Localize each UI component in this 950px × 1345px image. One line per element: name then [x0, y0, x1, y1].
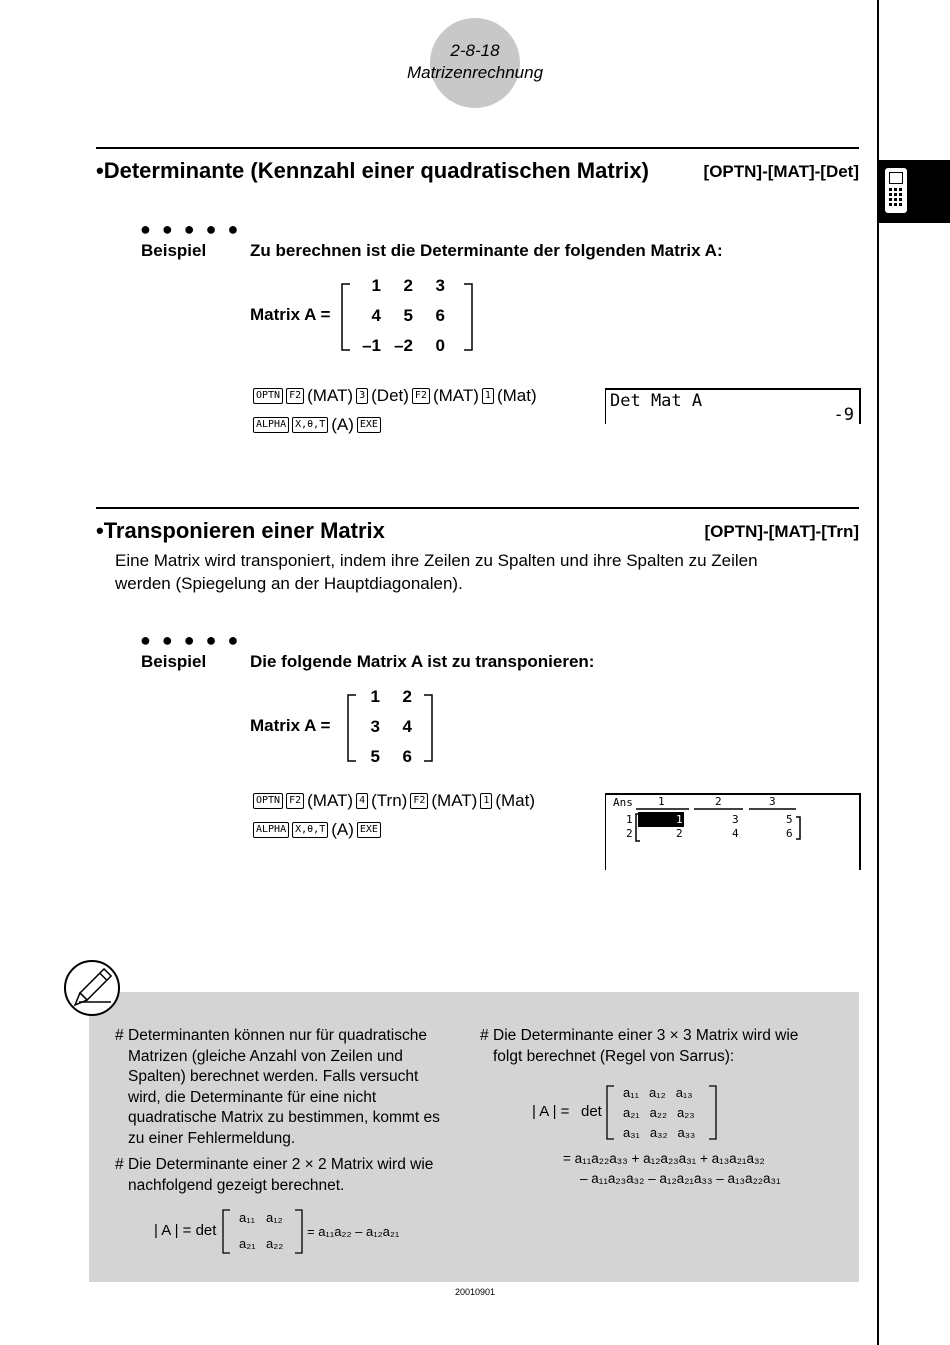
section-title-transpose	[96, 518, 385, 544]
key-description: (MAT)	[431, 791, 478, 810]
det3-label: | A | =	[532, 1103, 570, 1120]
screen-col-header: 3	[769, 795, 776, 808]
example-text: Die folgende Matrix A ist zu transponieren:	[250, 652, 595, 671]
hash: #	[480, 1027, 489, 1044]
note-text: quadratische Matrix zu bestimmen, kommt es	[128, 1109, 440, 1126]
description-line: werden (Spiegelung an der Hauptdiagonalen).	[115, 574, 463, 593]
chapter-tab	[879, 160, 950, 223]
calculator-key: F2	[286, 388, 304, 404]
calculator-key: ALPHA	[253, 417, 289, 433]
calculator-key: F2	[410, 793, 428, 809]
example-label: Beispiel	[141, 652, 207, 671]
key-description: (MAT)	[307, 386, 354, 405]
matrix-label: Matrix A =	[250, 716, 331, 735]
matrix-cell: 6	[435, 306, 445, 325]
m3-cell: a₃₁	[623, 1125, 640, 1140]
sarrus-line: – a₁₁a₂₃a₃₂ – a₁₂a₂₁a₃₃ – a₁₃a₂₂a₃₁	[580, 1171, 781, 1186]
example-dots: ● ● ● ● ●	[140, 219, 242, 239]
det2-result: = a₁₁a₂₂ – a₁₂a₂₁	[307, 1224, 400, 1239]
chapter-title: Matrizenrechnung	[406, 63, 544, 82]
det2-brackets	[219, 1207, 309, 1257]
m3-cell: a₃₃	[677, 1125, 696, 1140]
screen-cell: 2	[676, 827, 683, 840]
example-text: Zu berechnen ist die Determinante der folgenden Matrix A:	[250, 241, 723, 260]
page-number: 2-8-18	[450, 41, 500, 60]
m3-cell: a₃₂	[649, 1125, 668, 1140]
m3-cell: a₂₂	[649, 1105, 667, 1120]
m3-row	[623, 1083, 695, 1103]
note-left-1	[115, 1026, 440, 1149]
screen-row-label: 2	[626, 827, 633, 840]
screen-line: Det Mat A	[610, 391, 703, 411]
screen-cell: 5	[786, 813, 793, 826]
key-description: (A)	[331, 820, 354, 839]
bullet: •	[96, 518, 104, 543]
m3-cell: a₂₃	[677, 1105, 695, 1120]
calculator-key: OPTN	[253, 793, 283, 809]
note-text: Matrizen (gleiche Anzahl von Zeilen und	[128, 1047, 403, 1065]
key-description: (Mat)	[496, 386, 537, 405]
note-line	[115, 1026, 440, 1047]
keystrokes-line1	[253, 791, 535, 811]
section-keys: [OPTN]-[MAT]-[Det]	[703, 162, 859, 181]
screen-col-header: 2	[715, 795, 722, 808]
calculator-key: ALPHA	[253, 822, 289, 838]
note-text: Die Determinante einer 2 × 2 Matrix wird wie	[128, 1156, 434, 1173]
matrix-cell: 4	[402, 717, 412, 736]
key-description: (Mat)	[495, 791, 536, 810]
det2-label: | A | = det	[154, 1222, 217, 1239]
matrix-cell: 5	[403, 306, 413, 325]
key-description: (A)	[331, 415, 354, 434]
calculator-key: OPTN	[253, 388, 283, 404]
calculator-key: 4	[356, 793, 368, 809]
pencil-note-icon	[63, 960, 123, 1020]
example-label: Beispiel	[141, 241, 207, 260]
calculator-key: EXE	[357, 822, 381, 838]
keystrokes-line1	[253, 386, 537, 406]
screen-row-label: 1	[626, 813, 633, 826]
note-text: folgt berechnet (Regel von Sarrus):	[493, 1047, 735, 1065]
matrix-cell: 3	[370, 717, 380, 736]
keystrokes-line2	[253, 820, 381, 840]
description-line: Eine Matrix wird transponiert, indem ihre Zeilen zu Spalten und ihre Spalten zu Zeilen	[115, 551, 758, 570]
key-description: (Trn)	[371, 791, 408, 810]
calculator-key: X,θ,T	[292, 822, 328, 838]
section-title-determinant	[96, 158, 649, 184]
screen-cell: 4	[732, 827, 739, 840]
title-text: Transponieren einer Matrix	[103, 518, 385, 543]
det3-det: det	[581, 1103, 602, 1120]
section-divider	[96, 147, 859, 149]
calculator-key: 3	[356, 388, 368, 404]
calculator-key: X,θ,T	[292, 417, 328, 433]
calculator-key: EXE	[357, 417, 381, 433]
title-text: Determinante (Kennzahl einer quadratischen Matrix)	[103, 158, 649, 183]
note-line	[480, 1026, 798, 1047]
sarrus-line: = a₁₁a₂₂a₃₃ + a₁₂a₂₃a₃₁ + a₁₃a₂₁a₃₂	[563, 1151, 765, 1166]
key-description: (MAT)	[307, 791, 354, 810]
calculator-icon	[879, 160, 950, 223]
m2-cell: a₂₁	[239, 1236, 256, 1251]
matrix-cell: 2	[402, 687, 412, 706]
note-text: Die Determinante einer 3 × 3 Matrix wird wie	[493, 1027, 799, 1044]
matrix-row	[355, 276, 445, 296]
m3-cell: a₁₂	[649, 1085, 666, 1100]
matrix-cell: –2	[394, 336, 413, 355]
note-left-2	[115, 1155, 433, 1196]
screen-ans-label: Ans	[613, 796, 633, 809]
key-description: (MAT)	[432, 386, 479, 405]
note-text: Spalten) berechnet werden. Falls versucht	[128, 1068, 419, 1085]
matrix-row	[354, 747, 412, 767]
keystrokes-line2	[253, 415, 381, 435]
matrix-row	[354, 717, 412, 737]
matrix-cell: 4	[371, 306, 381, 325]
note-right	[480, 1026, 798, 1067]
matrix-row	[355, 306, 445, 326]
calculator-key: 1	[482, 388, 494, 404]
m2-cell: a₁₁	[239, 1210, 256, 1225]
example-dots: ● ● ● ● ●	[140, 630, 242, 650]
matrix-cell: 1	[370, 687, 380, 706]
matrix-cell: 1	[371, 276, 381, 295]
matrix-row	[355, 336, 445, 356]
screen-cell: 6	[786, 827, 793, 840]
matrix-cell: 6	[402, 747, 412, 766]
m3-cell: a₁₃	[675, 1085, 693, 1100]
calculator-key: 1	[480, 793, 492, 809]
m3-cell: a₁₁	[623, 1085, 640, 1100]
screen-cell: 3	[732, 813, 739, 826]
hash: #	[115, 1027, 124, 1044]
m3-cell: a₂₁	[623, 1105, 640, 1120]
note-text: nachfolgend gezeigt berechnet.	[128, 1176, 345, 1194]
calculator-screen-matrix	[605, 793, 861, 870]
screen-result: -9	[833, 405, 854, 425]
matrix-a	[354, 687, 412, 767]
matrix-row	[354, 687, 412, 707]
key-description: (Det)	[371, 386, 409, 405]
calculator-screen	[605, 388, 861, 424]
note-text: Determinanten können nur für quadratische	[128, 1027, 427, 1044]
section-keys: [OPTN]-[MAT]-[Trn]	[704, 522, 859, 541]
screen-col-header: 1	[658, 795, 665, 808]
m2-cell: a₂₂	[266, 1236, 284, 1251]
calculator-key: F2	[286, 793, 304, 809]
note-text: zu einer Fehlermeldung.	[128, 1129, 296, 1147]
note-text: wird, die Determinante für eine nicht	[128, 1088, 377, 1106]
screen-cell: 1	[676, 813, 683, 826]
bullet: •	[96, 158, 104, 183]
calculator-key: F2	[412, 388, 430, 404]
m3-row	[623, 1103, 695, 1123]
matrix-cell: 2	[403, 276, 413, 295]
footer-code: 20010901	[454, 1287, 496, 1297]
m2-cell: a₁₂	[266, 1210, 283, 1225]
m3	[623, 1083, 695, 1143]
matrix-cell: 5	[370, 747, 380, 766]
hash: #	[115, 1156, 124, 1173]
matrix-cell: 0	[435, 336, 445, 355]
section-divider	[96, 507, 859, 509]
note-line	[115, 1155, 433, 1176]
matrix-label: Matrix A =	[250, 305, 331, 324]
matrix-cell: –1	[362, 336, 381, 355]
matrix-a	[355, 276, 445, 356]
matrix-cell: 3	[435, 276, 445, 295]
m3-row	[623, 1123, 695, 1143]
